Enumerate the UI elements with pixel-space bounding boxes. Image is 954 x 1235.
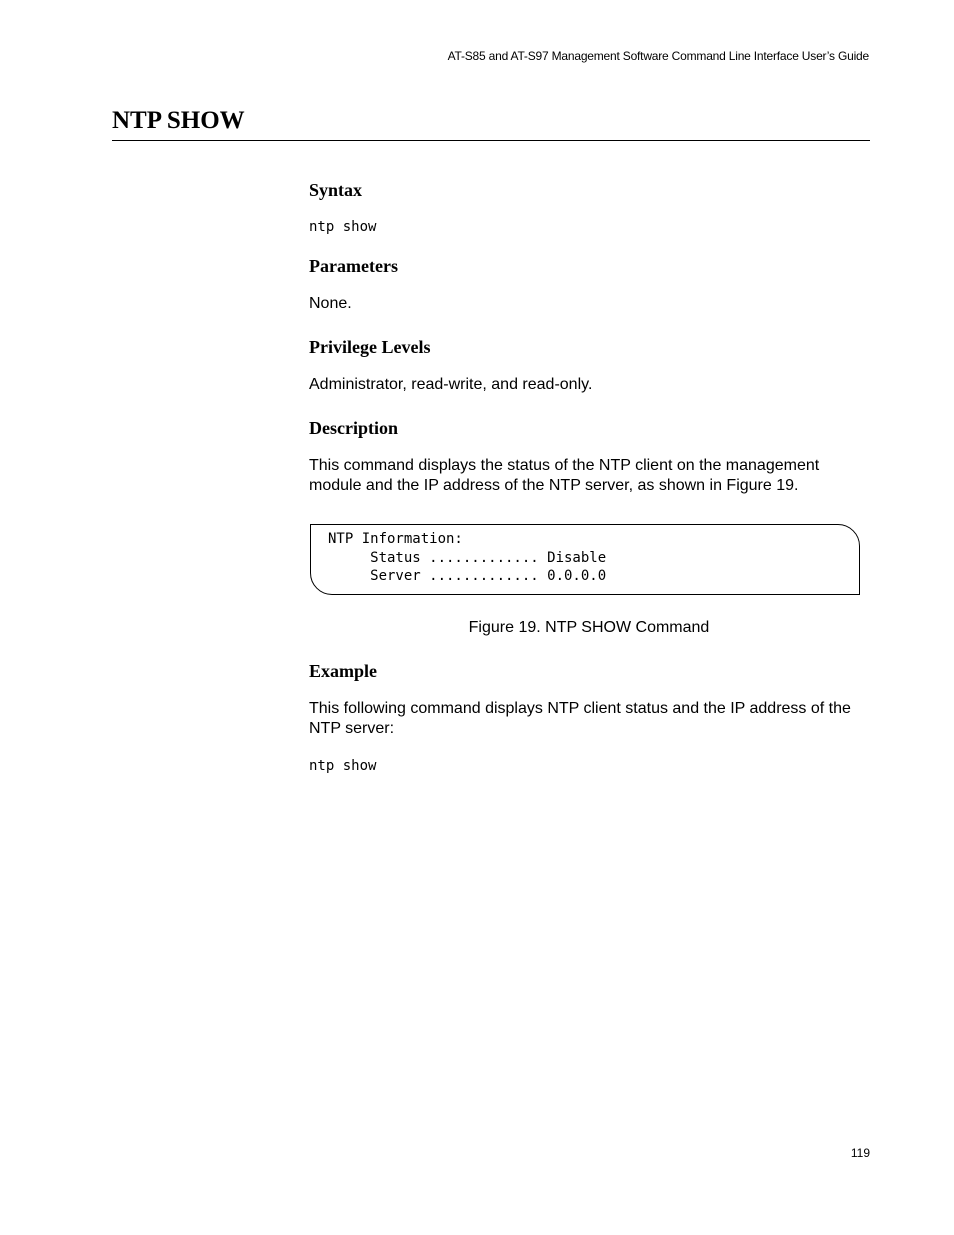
running-header: AT-S85 and AT-S97 Management Software Command Line Interface User’s Guide — [447, 49, 869, 63]
title-rule — [112, 140, 870, 141]
example-heading: Example — [309, 661, 378, 681]
figure-caption: Figure 19. NTP SHOW Command — [468, 619, 710, 636]
figure-output-line: Server ............. 0.0.0.0 — [328, 568, 607, 584]
example-code: ntp show — [309, 758, 377, 774]
figure-output-box — [310, 524, 860, 595]
figure-output-line: NTP Information: — [328, 531, 463, 547]
syntax-code: ntp show — [309, 219, 377, 235]
example-text: This following command displays NTP client status and the IP address of the NTP server: — [309, 700, 851, 737]
description-heading: Description — [309, 418, 398, 438]
parameters-heading: Parameters — [309, 256, 398, 276]
syntax-heading: Syntax — [309, 180, 363, 200]
page-title: NTP SHOW — [112, 107, 245, 134]
page-number: 119 — [850, 1146, 870, 1160]
parameters-text: None. — [309, 295, 352, 312]
privilege-levels-heading: Privilege Levels — [309, 337, 431, 357]
privilege-levels-text: Administrator, read-write, and read-only. — [309, 376, 593, 393]
description-text: This command displays the status of the NTP client on the management module and the IP address of the NTP server, as shown in Figure 19. — [309, 457, 820, 494]
figure-output-line: Status ............. Disable — [328, 550, 607, 566]
